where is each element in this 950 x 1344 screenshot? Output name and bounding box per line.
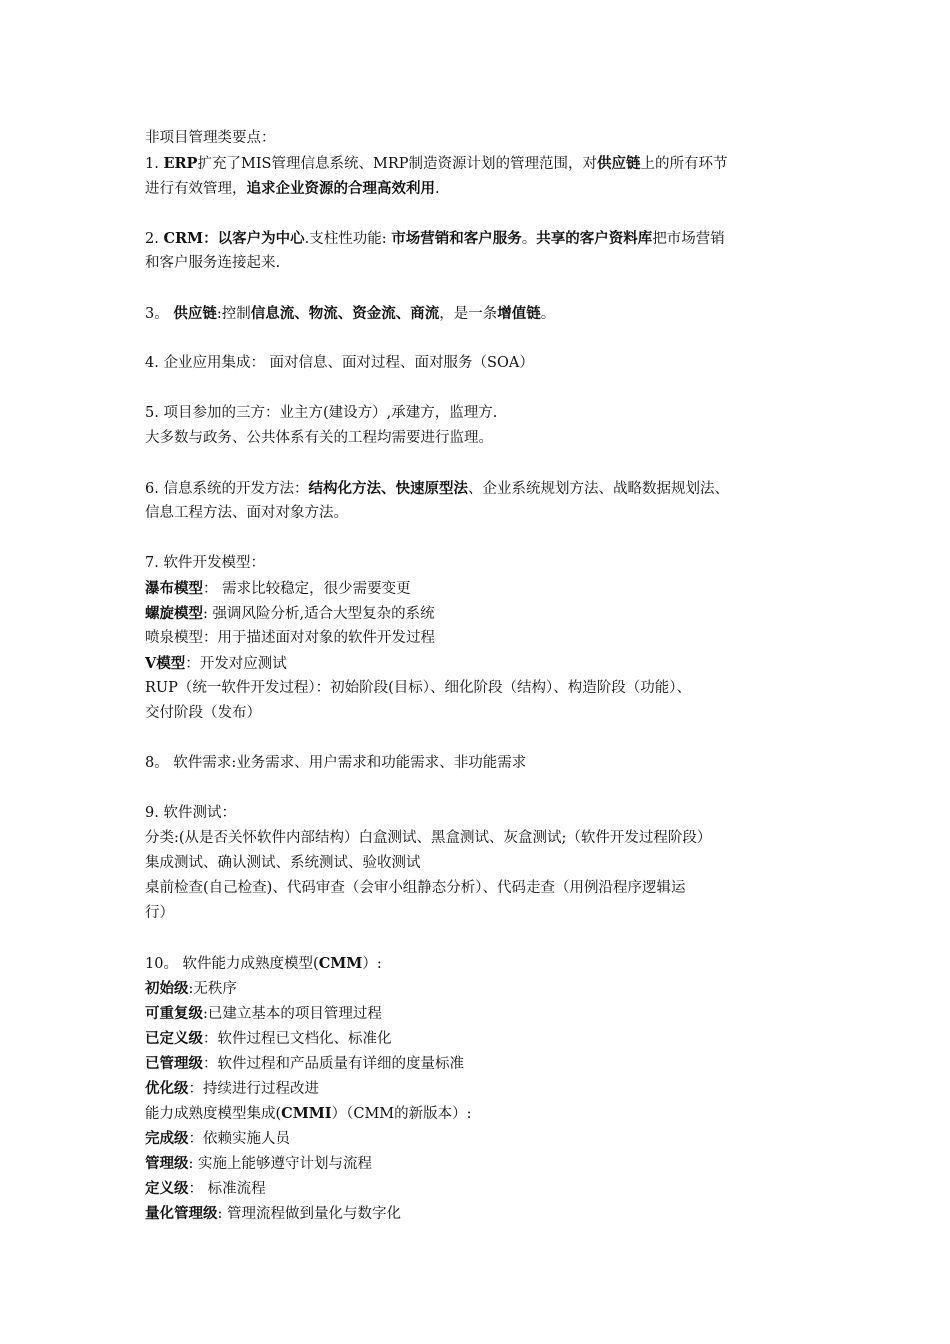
item-9-line-2: 分类:(从是否关怀软件内部结构）白盒测试、黑盒测试、灰盒测试;（软件开发过程阶段） — [145, 830, 712, 846]
blank-line — [145, 376, 825, 401]
item-5-line-1: 5. 项目参加的三方：业主方(建设方）,承建方，监理方. — [145, 405, 498, 421]
item-7-line-7: 交付阶段（发布） — [145, 705, 261, 721]
item-7-line-5: V模型：开发对应测试 — [145, 655, 287, 672]
item-7-line-6: RUP（统一软件开发过程）：初始阶段(目标）、细化阶段（结构）、构造阶段（功能）、 — [145, 680, 692, 696]
blank-line — [145, 451, 825, 476]
blank-line — [145, 776, 825, 801]
item-10-line-11: 量化管理级: 管理流程做到量化与数字化 — [145, 1205, 401, 1222]
item-7-line-4: 喷泉模型：用于描述面对对象的软件开发过程 — [145, 630, 435, 646]
item-10-line-8: 完成级：依赖实施人员 — [145, 1130, 290, 1147]
item-10-line-3: 可重复级:已建立基本的项目管理过程 — [145, 1005, 382, 1022]
item-9-line-5: 行） — [145, 905, 174, 921]
item-2-line-1: 2. CRM：以客户为中心.支柱性功能: 市场营销和客户服务。共享的客户资料库把市场营销 — [145, 230, 725, 247]
item-1-line-1: 1. ERP扩充了MIS管理信息系统、MRP制造资源计划的管理范围，对供应链上的所有环节 — [145, 155, 728, 172]
blank-line — [145, 726, 825, 751]
item-10-line-6: 优化级：持续进行过程改进 — [145, 1080, 319, 1097]
item-10-line-1: 10。 软件能力成熟度模型(CMM）: — [145, 955, 382, 972]
item-7-line-2: 瀑布模型： 需求比较稳定，很少需要变更 — [145, 580, 411, 597]
item-4-line-1: 4. 企业应用集成： 面对信息、面对过程、面对服务（SOA） — [145, 355, 534, 371]
item-1-line-2: 进行有效管理，追求企业资源的合理高效利用. — [145, 180, 440, 197]
document-heading: 非项目管理类要点： — [145, 130, 276, 146]
item-10-line-9: 管理级: 实施上能够遵守计划与流程 — [145, 1155, 372, 1172]
blank-line — [145, 926, 825, 951]
document-body — [145, 126, 825, 1226]
item-10-line-10: 定义级： 标准流程 — [145, 1180, 266, 1197]
item-5-line-2: 大多数与政务、公共体系有关的工程均需要进行监理。 — [145, 430, 493, 446]
blank-line — [145, 326, 825, 351]
item-10-line-5: 已管理级：软件过程和产品质量有详细的度量标准 — [145, 1055, 464, 1072]
item-6-line-2: 信息工程方法、面对对象方法。 — [145, 505, 348, 521]
item-10-line-2: 初始级:无秩序 — [145, 980, 237, 997]
item-6-line-1: 6. 信息系统的开发方法：结构化方法、快速原型法、企业系统规划方法、战略数据规划法、 — [145, 480, 729, 497]
item-9-line-3: 集成测试、确认测试、系统测试、验收测试 — [145, 855, 421, 871]
blank-line — [145, 526, 825, 551]
item-9-line-4: 桌前检查(自己检查)、代码审查（会审小组静态分析）、代码走查（用例沿程序逻辑运 — [145, 880, 686, 896]
blank-line — [145, 276, 825, 301]
item-7-line-3: 螺旋模型: 强调风险分析,适合大型复杂的系统 — [145, 605, 435, 622]
item-3-line-1: 3。 供应链:控制信息流、物流、资金流、商流，是一条增值链。 — [145, 305, 556, 322]
item-10-line-4: 已定义级：软件过程已文档化、标准化 — [145, 1030, 392, 1047]
blank-line — [145, 201, 825, 226]
item-10-line-7: 能力成熟度模型集成(CMMI）（CMM的新版本）: — [145, 1105, 472, 1122]
item-9-line-1: 9. 软件测试： — [145, 805, 236, 821]
item-7-line-1: 7. 软件开发模型： — [145, 555, 265, 571]
item-2-line-2: 和客户服务连接起来. — [145, 255, 281, 271]
item-8-line-1: 8。 软件需求:业务需求、用户需求和功能需求、非功能需求 — [145, 755, 527, 771]
